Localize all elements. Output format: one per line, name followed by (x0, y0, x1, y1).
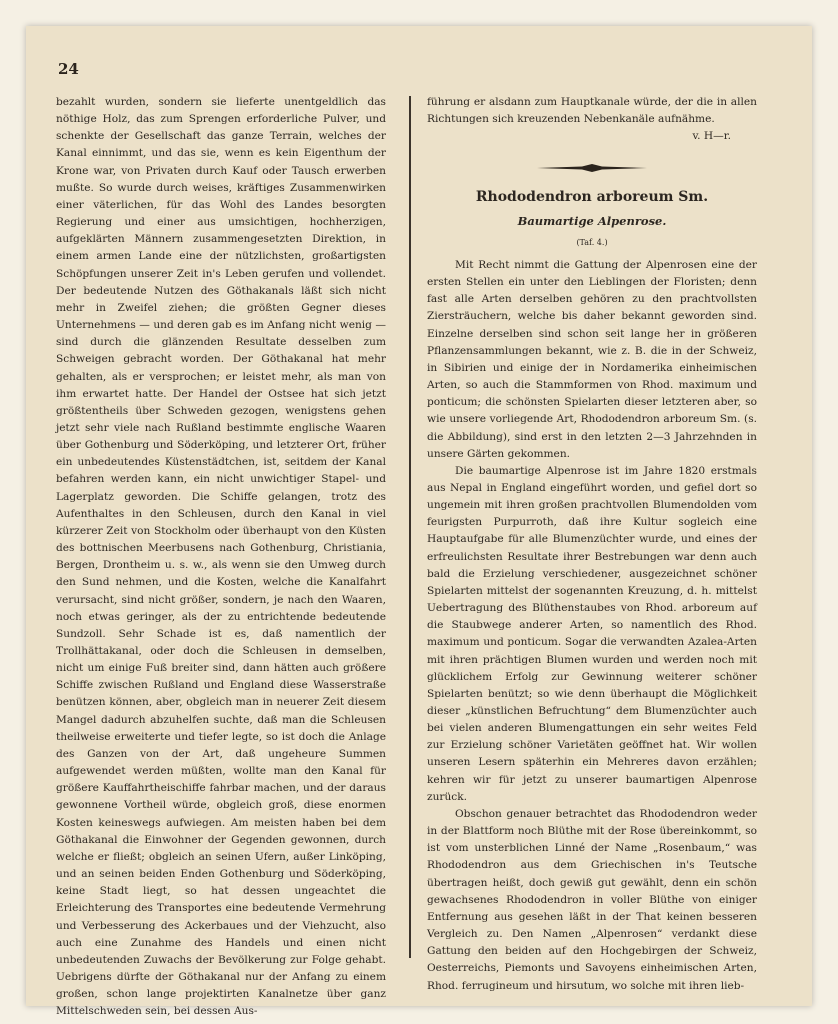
continued-paragraph: führung er alsdann zum Hauptkanale würde, der die in allen Richtungen sich kreuzenden Nebenkanäle aufnähme. (427, 96, 757, 126)
left-column (56, 94, 386, 1020)
article-paragraph-3: Obschon genauer betrachtet das Rhododendron weder in der Blattform noch Blüthe mit der Rose übereinkommt, so ist vom unsterblichen Linné der Name „Rosenbaum,“ was Rhododendron aus dem Griechischen in's Teutsche übertragen heißt, doch gewiß gut gewählt, denn ein schön gewachsenes Rhododendron in voller Blüthe von einiger Entfernung aus gesehen läßt in der That keinen besseren Vergleich zu. Den Namen „Alpenrosen“ verdankt diese Gattung den beiden auf den Hochgebirgen der Schweiz, Oesterreichs, Piemonts und Savoyens einheimischen Arten, Rhod. ferrugineum und hirsutum, wo solche mit ihren lieb- (427, 807, 757, 992)
article-paragraph-1: Mit Recht nimmt die Gattung der Alpenrosen eine der ersten Stellen ein unter den Lieblingen der Floristen; denn fast alle Arten derselben gehören zu den prachtvollsten Ziersträuchern, welche bis daher bekannt geworden sind. Einzelne derselben sind schon seit lange her in größeren Pflanzensammlungen bekannt, wie z. B. die in der Schweiz, in Sibirien und einige der in Nordamerika einheimischen Arten, so auch die Stammformen von Rhod. maximum und ponticum; die schönsten Spielarten dieser letzteren aber, so wie unsere vorliegende Art, Rhododendron arboreum Sm. (s. die Abbildung), sind erst in den letzten 2—3 Jahrzehnden in unsere Gärten gekommen. (427, 258, 757, 460)
page-number: 24 (58, 60, 79, 78)
article-paragraph-2: Die baumartige Alpenrose ist im Jahre 1820 erstmals aus Nepal in England eingeführt worden, und gefiel dort so ungemein mit ihren großen prachtvollen Blumendolden vom feurigsten Purpurroth, daß ihre Kultur sogleich eine Hauptaufgabe für alle Blumenzüchter wurde, und eines der erfreulichsten Resultate ihrer Bestrebungen war denn auch bald die Erzielung verschiedener, ausgezeichnet schöner Spielarten mittelst der sogenannten Kreuzung, d. h. mittelst Uebertragung des Blüthenstaubes von Rhod. arboreum auf die Staubwege anderer Arten, so namentlich des Rhod. maximum und ponticum. Sogar die verwandten Azalea-Arten mit ihren prächtigen Blumen wurden und werden noch mit glücklichem Erfolg zur Gewinnung weiterer schöner Spielarten benützt; so wie denn überhaupt die Möglichkeit dieser „künstlichen Befruchtung“ dem Blumenzüchter auch bei vielen anderen Blumengattungen ein sehr weites Feld zur Erzielung schöner Varietäten geöffnet hat. Wir wollen unseren Lesern späterhin ein Mehreres davon erzählen; kehren wir für jetzt zu unserer baumartigen Alpenrose zurück. (427, 464, 757, 803)
article-title: Rhododendron arboreum Sm. (475, 189, 709, 206)
article-subtitle: Baumartige Alpenrose. (517, 213, 667, 228)
ornamental-divider-icon (537, 163, 647, 173)
author-signature: v. H—r. (692, 130, 731, 143)
column-divider (409, 96, 411, 958)
right-column (427, 94, 757, 995)
plate-reference: (Taf. 4.) (576, 237, 608, 247)
left-paragraph: bezahlt wurden, sondern sie lieferte unentgeldlich das nöthige Holz, das zum Sprengen erforderliche Pulver, und schenkte der Gesellschaft das ganze Terrain, welches der Kanal einnimmt, und das sie, wenn es kein Eigenthum der Krone war, von Privaten durch Kauf oder Tausch erwerben mußte. So wurde durch weises, kräftiges Zusammenwirken einer väterlichen, für das Wohl des Landes besorgten Regierung und einer aus umsichtigen, hochherzigen, aufgeklärten Männern zusammengesetzten Direktion, in einem armen Lande eine der nützlichsten, großartigsten Schöpfungen unserer Zeit in's Leben gerufen und vollendet. Der bedeutende Nutzen des Göthakanals läßt sich nicht mehr in Zweifel ziehen; die größten Gegner dieses Unternehmens — und deren gab es im Anfang nicht wenig — sind durch die glänzenden Resultate desselben zum Schweigen gebracht worden. Der Göthakanal hat mehr gehalten, als er versprochen; er leistet mehr, als man von ihm erwartet hatte. Der Handel der Ostsee hat sich jetzt größtentheils über Schweden gezogen, wenigstens gehen jetzt sehr viele nach Rußland bestimmte englische Waaren über Gothenburg und Söderköping, und letzterer Ort, früher ein unbedeutendes Küstenstädtchen, ist, seitdem der Kanal befahren werden kann, ein nicht unwichtiger Stapel- und Lagerplatz geworden. Die Schiffe gelangen, trotz des Aufenthaltes in den Schleusen, durch den Kanal in viel kürzerer Zeit von Stockholm oder überhaupt von den Küsten des bottnischen Meerbusens nach Gothenburg, Christiania, Bergen, Drontheim u. s. w., als wenn sie den Umweg durch den Sund nehmen, und die Kosten, welche die Kanalfahrt verursacht, sind nicht größer, sondern, je nach den Waaren, noch etwas geringer, als der zu entrichtende bedeutende Sundzoll. Sehr Schade ist es, daß namentlich der Trollhättakanal, oder doch die Schleusen in demselben, nicht um einige Fuß breiter sind, dann hätten auch größere Schiffe zwischen Rußland und England diese Wasserstraße benützen können, aber, obgleich man in neuerer Zeit diesem Mangel dadurch abzuhelfen suchte, daß man die Schleusen theilweise erweiterte und tiefer legte, so ist doch die Anlage des Ganzen von der Art, daß ungeheure Summen aufgewendet werden müßten, wollte man den Kanal für größere Kauffahrtheischiffe fahrbar machen, und der daraus gewonnene Vortheil würde, obgleich groß, diese enormen Kosten keineswegs aufwiegen. Am meisten haben bei dem Göthakanal die Einwohner der Gegenden gewonnen, durch welche er fließt; obgleich an seinen Ufern, außer Linköping, und an seinen beiden Enden Gothenburg und Söderköping, keine Stadt liegt, so hat dessen ungeachtet die Erleichterung des Transportes eine bedeutende Vermehrung und Verbesserung des Ackerbaues und der Viehzucht, also auch eine Zunahme des Handels und einen nicht unbedeutenden Zuwachs der Bevölkerung zur Folge gehabt. Uebrigens dürfte der Göthakanal nur der Anfang zu einem großen, schon lange projektirten Kanalnetze über ganz Mittelschweden sein, bei dessen Aus- (56, 96, 386, 1018)
